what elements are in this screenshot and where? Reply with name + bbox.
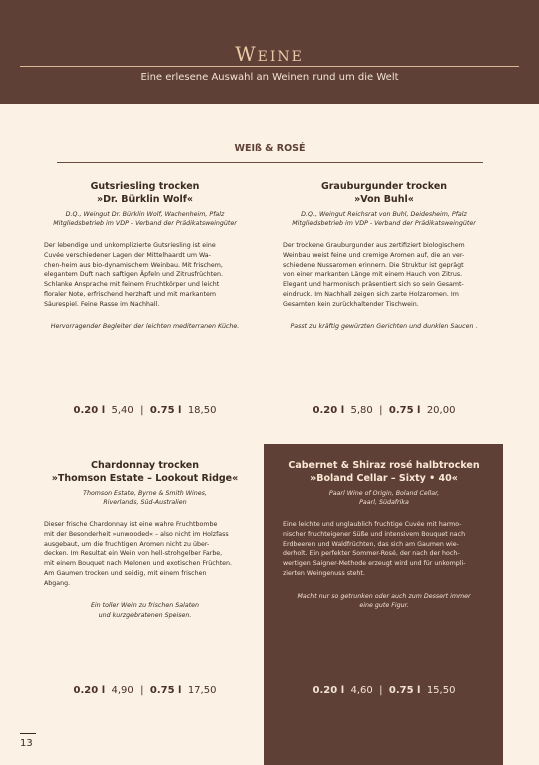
section-divider — [57, 162, 483, 163]
wine-producer: Thomson Estate, Byrne & Smith Wines, Riverlands, Süd-Australien — [83, 489, 207, 507]
wine-chardonnay — [44, 460, 246, 696]
wine-pairing: Hervorragender Begleiter der leichten mediterranen Küche. — [50, 323, 240, 331]
wine-price: 0.20 l 5,40 | 0.75 l 18,50 — [73, 405, 217, 416]
wine-price: 0.20 l 4,90 | 0.75 l 17,50 — [73, 685, 217, 696]
header-divider — [20, 66, 519, 67]
wine-description: Eine leichte und unglaublich fruchtige Cuvée mit harmo- nischer fruchteigener Süße und intensivem Bouquet nach Erdbeeren und Waldfrüchten, das sich am Gaumen wie- derholt. Ein perfekter Sommer-Rosé, der nach der hoch- wertigen Saigner-Methode erzeugt wird und für unkompli- zierten Weingenuss steht. — [283, 521, 466, 577]
wine-name: Gutsriesling trocken »Dr. Bürklin Wolf« — [90, 181, 200, 205]
wine-producer: D.Q., Weingut Dr. Bürklin Wolf, Wachenheim, Pfalz Mitgliedsbetrieb im VDP - Verband der Prädikatsweingüter — [53, 210, 237, 228]
wine-price: 0.20 l 4,60 | 0.75 l 15,50 — [312, 685, 456, 696]
wine-name: Cabernet & Shiraz rosé halbtrocken »Boland Cellar – Sixty • 40« — [288, 460, 480, 484]
wine-name: Chardonnay trocken »Thomson Estate – Lookout Ridge« — [51, 460, 239, 484]
wine-name: Grauburgunder trocken »Von Buhl« — [320, 181, 448, 205]
wine-grauburgunder — [283, 181, 485, 416]
wine-description: Dieser frische Chardonnay ist eine wahre Fruchtbombe mit der Besonderheit »unwooded« – also nicht im Holzfass ausgebaut, um die fruchtigen Aromen nicht zu über- decken. Im Resultat ein Wein von hell-strohgelber Farbe, mit einem Bouquet nach Melonen und exotischen Früchten. Am Gaumen trocken und seidig, mit einem frischen Abgang. — [44, 521, 233, 587]
header-banner — [0, 0, 539, 104]
wine-description: Der lebendige und unkomplizierte Gutsriesling ist eine Cuvée verschiedener Lagen der Mittelhaardt um Wa- chen-heim aus bio-dynamischem Weinbau. Mit frischem, elegantem Duft nach saftigen Äpfeln und Zitrusfrüchten. Schlanke Ansprache mit feinem Fruchtkörper und leicht floraler Note, erfrischend herzhaft und mit markantem Säurespiel. Feine Rasse im Nachhall. — [44, 242, 223, 308]
page-subtitle: Eine erlesene Auswahl an Weinen rund um die Welt — [140, 72, 399, 83]
section-title: WEIß & ROSÉ — [234, 143, 306, 154]
page-number-rule — [20, 733, 36, 734]
wine-pairing: Macht nur so getrunken oder auch zum Dessert immer eine gute Figur. — [297, 592, 471, 610]
wine-pairing: Ein toller Wein zu frischen Salaten und kurzgebratenen Speisen. — [90, 602, 200, 620]
wine-producer: Paarl Wine of Origin, Boland Cellar, Paarl, Südafrika — [328, 489, 440, 507]
wine-pairing: Passt zu kräftig gewürzten Gerichten und dunklen Saucen . — [290, 323, 478, 331]
wine-producer: D.Q., Weingut Reichsrat von Buhl, Deidesheim, Pfalz Mitgliedsbetrieb im VDP - Verband der Prädikatsweingüter — [292, 210, 476, 228]
wine-description: Der trockene Grauburgunder aus zertifiziert biologischem Weinbau weist feine und cremige Aromen auf, die an ver- schiedene Nussaromen erinnern. Die Struktur ist geprägt von einer markanten Länge mit einem Hauch von Zitrus. Elegant und harmonisch präsentiert sich so sein Gesamt- eindruck. Im Nachhall zeigen sich zarte Holzaromen. Im Gesamten kein zurückhaltender Tischwein. — [283, 242, 465, 308]
wine-cabernet-shiraz-rose — [283, 460, 485, 696]
wine-gutsriesling — [44, 181, 246, 416]
page-title: Weine — [235, 42, 304, 66]
page-number: 13 — [20, 738, 33, 749]
wine-price: 0.20 l 5,80 | 0.75 l 20,00 — [312, 405, 456, 416]
